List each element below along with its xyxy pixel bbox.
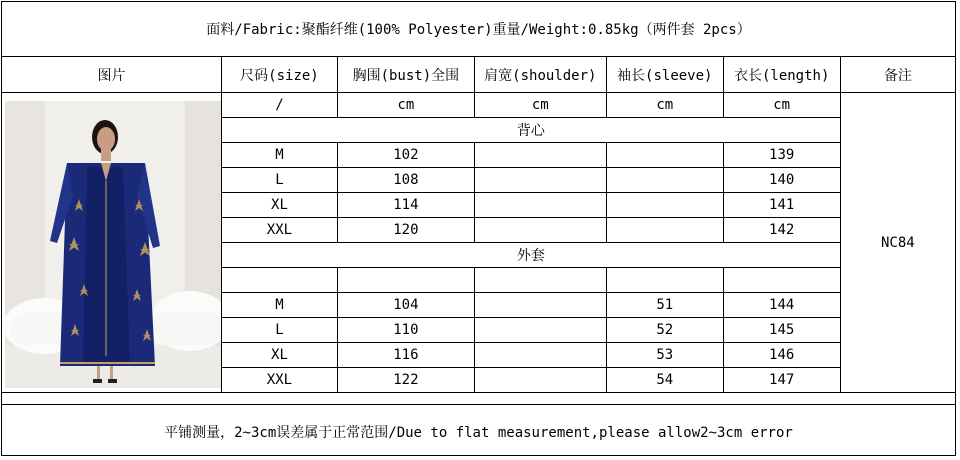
cell-bust: 108	[337, 168, 474, 193]
cell-size: M	[222, 143, 338, 168]
cell-sleeve	[606, 218, 723, 243]
size-chart	[1, 1, 956, 456]
cell-size: L	[222, 168, 338, 193]
cell-length: 141	[723, 193, 840, 218]
cell-sleeve: 53	[606, 343, 723, 368]
weight-text: 重量/Weight:0.85kg（两件套 2pcs）	[492, 22, 751, 38]
cell-shoulder	[474, 168, 606, 193]
cell-shoulder	[474, 293, 606, 318]
cell-length	[723, 268, 840, 293]
unit-shoulder: cm	[474, 93, 606, 118]
cell-bust: 110	[337, 318, 474, 343]
cell-shoulder	[474, 218, 606, 243]
column-header-row	[2, 57, 955, 93]
unit-bust: cm	[337, 93, 474, 118]
col-sleeve: 袖长(sleeve)	[606, 57, 723, 93]
col-length: 衣长(length)	[723, 57, 840, 93]
cell-bust: 102	[337, 143, 474, 168]
cell-bust: 114	[337, 193, 474, 218]
units-row	[2, 93, 955, 118]
cell-bust: 120	[337, 218, 474, 243]
cell-size: L	[222, 318, 338, 343]
model-dress-illustration	[5, 101, 221, 388]
cell-shoulder	[474, 368, 606, 393]
fabric-weight-header	[2, 2, 955, 57]
cell-size: XXL	[222, 368, 338, 393]
cell-bust: 116	[337, 343, 474, 368]
cell-sleeve	[606, 143, 723, 168]
col-photo: 图片	[2, 57, 222, 93]
col-bust: 胸围(bust)全围	[337, 57, 474, 93]
cell-size: XL	[222, 343, 338, 368]
unit-size: /	[222, 93, 338, 118]
cell-length: 147	[723, 368, 840, 393]
photo-cell	[2, 93, 222, 393]
col-note: 备注	[840, 57, 955, 93]
cell-shoulder	[474, 193, 606, 218]
cell-shoulder	[474, 143, 606, 168]
cell-shoulder	[474, 343, 606, 368]
col-size: 尺码(size)	[222, 57, 338, 93]
section-title: 外套	[222, 243, 841, 268]
cell-size: M	[222, 293, 338, 318]
cell-size: XXL	[222, 218, 338, 243]
measurement-note-footer: 平铺测量，2~3cm误差属于正常范围/Due to flat measurement,please allow2~3cm error	[2, 404, 955, 459]
cell-length: 144	[723, 293, 840, 318]
cell-shoulder	[474, 268, 606, 293]
note-cell: NC84	[840, 93, 955, 393]
cell-sleeve	[606, 193, 723, 218]
unit-length: cm	[723, 93, 840, 118]
cell-sleeve: 51	[606, 293, 723, 318]
cell-length: 139	[723, 143, 840, 168]
cell-bust: 104	[337, 293, 474, 318]
cell-sleeve: 54	[606, 368, 723, 393]
cell-length: 140	[723, 168, 840, 193]
cell-length: 142	[723, 218, 840, 243]
cell-length: 145	[723, 318, 840, 343]
cell-bust	[337, 268, 474, 293]
size-table	[2, 57, 955, 393]
col-shoulder: 肩宽(shoulder)	[474, 57, 606, 93]
cell-shoulder	[474, 318, 606, 343]
cell-bust: 122	[337, 368, 474, 393]
unit-sleeve: cm	[606, 93, 723, 118]
cell-sleeve: 52	[606, 318, 723, 343]
cell-sleeve	[606, 268, 723, 293]
section-title: 背心	[222, 118, 841, 143]
cell-size	[222, 268, 338, 293]
cell-length: 146	[723, 343, 840, 368]
cell-size: XL	[222, 193, 338, 218]
product-photo-icon	[5, 101, 221, 388]
cell-sleeve	[606, 168, 723, 193]
fabric-text: 面料/Fabric:聚酯纤维(100% Polyester)	[206, 22, 493, 38]
